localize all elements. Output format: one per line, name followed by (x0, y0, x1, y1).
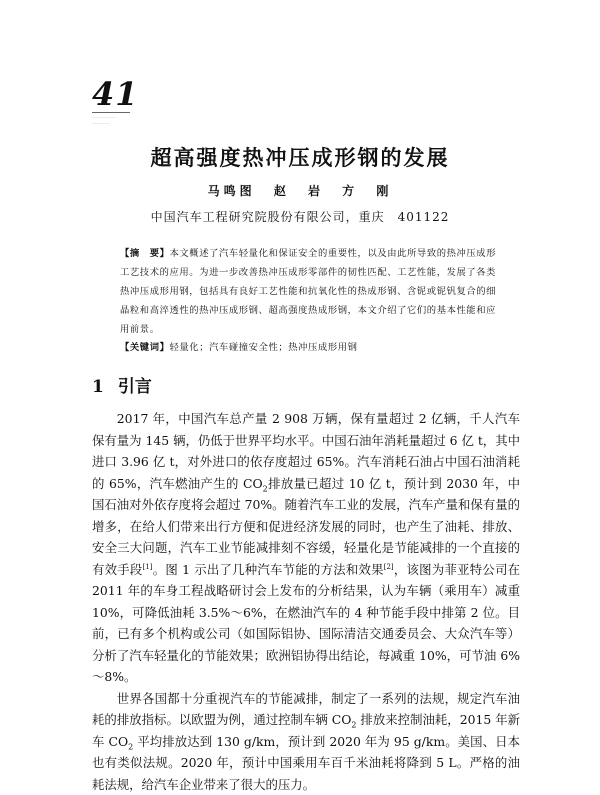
citation-ref-2[interactable]: [2] (384, 562, 394, 570)
citation-ref-1[interactable]: [1] (143, 562, 153, 570)
co2-subscript: 2 (351, 720, 356, 729)
section-number: 1 (92, 377, 104, 397)
paragraph-1-text-c: 。图 1 示出了几种汽车节能的方法和效果 (152, 562, 383, 577)
paragraph-1 (92, 408, 520, 688)
paragraph-2-text-b: 排放来控制油耗，2015 年新车 CO (92, 712, 520, 749)
page-number-rule (92, 112, 130, 113)
body-text (92, 408, 520, 795)
article-title: 超高强度热冲压成形钢的发展 (0, 142, 600, 172)
keywords (120, 339, 500, 353)
paragraph-2-text-a: 世界各国都十分重视汽车的节能减排，制定了一系列的法规，规定汽车油耗的排放指标。以欧盟为例，通过控制车辆 CO (92, 691, 520, 728)
paragraph-1-text-d: ，该图为菲亚特公司在 2011 年的车身工程战略研讨会上发布的分析结果，认为车辆（乘用车）减重 10%，可降低油耗 3.5%～6%，在燃油汽车的 4 种节能手段中排第 2 位。目前，已有多个机构或公司（如国际铝协、国际清洁交通委员会、大众汽车等）分析了汽车轻量化的节能效果；欧洲铝协得出结论，每减重 10%，可节油 6%～8%。 (92, 562, 520, 685)
paragraph-1-text-b: 排放量已超过 10 亿 t，预计到 2030 年，中国石油对外依存度将会超过 70%。随着汽车工业的发展，汽车产量和保有量的增多，在给人们带来出行方便和促进经济发展的同时，也产生了油耗、排放、安全三大问题，汽车工业节能减排刻不容缓，轻量化是节能减排的一个直接的有效手段 (92, 476, 520, 577)
affiliation: 中国汽车工程研究院股份有限公司，重庆 401122 (0, 208, 600, 225)
page-number: 41 (92, 78, 139, 110)
keywords-text: 轻量化；汽车碰撞安全性；热冲压成形用钢 (170, 342, 358, 353)
abstract (120, 244, 500, 339)
paragraph-2-text-c: 平均排放达到 130 g/km，预计到 2020 年为 95 g/km。美国、日本也有类似法规。2020 年，预计中国乘用车百千米油耗将降到 5 L。严格的油耗法规，给汽车企业带来了很大的压力。 (92, 734, 520, 792)
paragraph-1-text-a: 2017 年，中国汽车总产量 2 908 万辆，保有量超过 2 亿辆，千人汽车保有量为 145 辆，仍低于世界平均水平。中国石油年消耗量超过 6 亿 t，其中进口 3.96 亿 t，对外进口的依存度超过 65%。汽车消耗石油占中国石油消耗的 65%，汽车燃油产生的 CO (92, 411, 520, 491)
co2-subscript: 2 (128, 742, 133, 751)
section-heading (92, 372, 152, 397)
abstract-label: 【摘 要】 (120, 248, 170, 259)
keywords-label: 【关键词】 (120, 342, 170, 353)
running-head-line-1: …………………… (92, 115, 116, 119)
section-title: 引言 (118, 377, 152, 397)
abstract-text: 本文概述了汽车轻量化和保证安全的重要性，以及由此所导致的热冲压成形工艺技术的应用。为进一步改善热冲压成形零部件的韧性匹配、工艺性能，发展了各类热冲压成形用钢，包括具有良好工艺性能和抗氧化性的热成形钢、含铌或铌钒复合的细晶粒和高淬透性的热冲压成形钢、超高强度热成形钢，本文介绍了它们的基本性能和应用前景。 (120, 248, 496, 335)
running-head-line-2: ……………… (92, 121, 110, 125)
paragraph-2 (92, 688, 520, 795)
co2-subscript: 2 (263, 484, 268, 493)
authors: 马鸣图 赵 岩 方 刚 (0, 182, 600, 199)
